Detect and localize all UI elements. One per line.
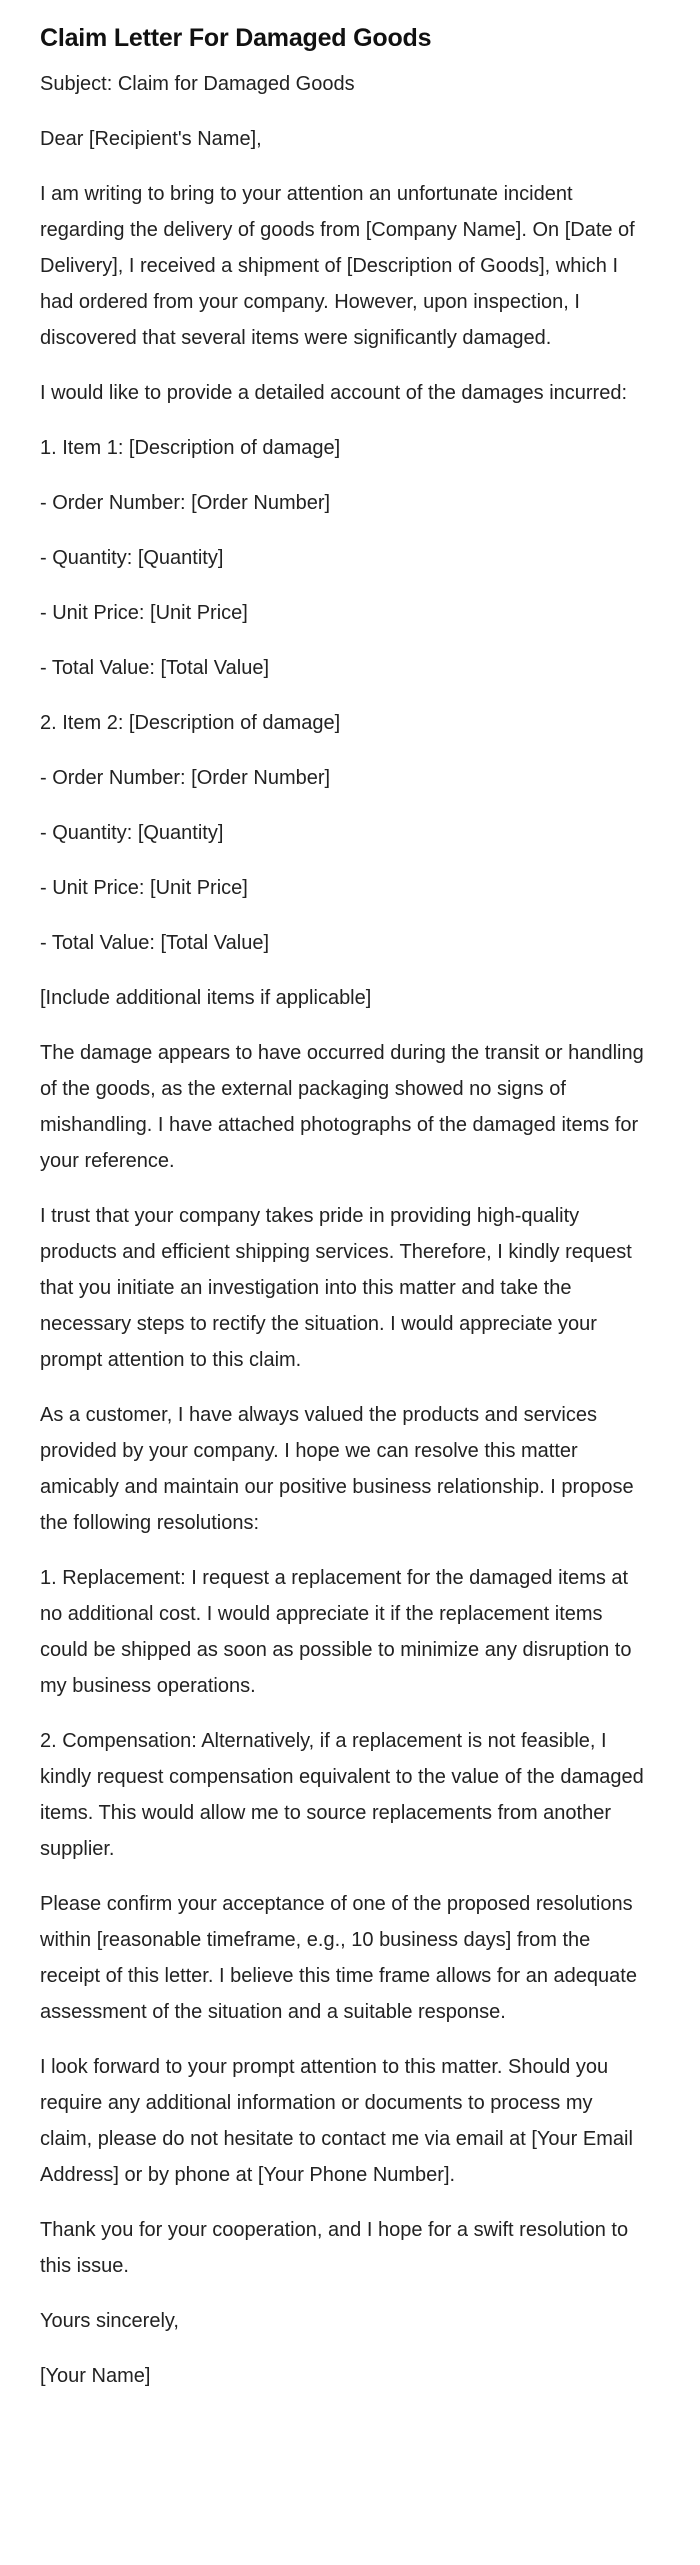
additional-items-note: [Include additional items if applicable] xyxy=(40,987,372,1009)
item-2-order-number: - Order Number: [Order Number] xyxy=(40,767,331,789)
letter-document xyxy=(40,22,650,2413)
resolutions-intro-paragraph: As a customer, I have always valued the products and services provided by your company. I hope we can resolve this matter amicably and maintain our positive business relationship. I propose the following resolutions: xyxy=(40,1404,634,1534)
damages-intro: I would like to provide a detailed account of the damages incurred: xyxy=(40,382,628,404)
damage-cause-paragraph: The damage appears to have occurred during the transit or handling of the goods, as the external packaging showed no signs of mishandling. I have attached photographs of the damaged items for your reference. xyxy=(40,1042,644,1172)
investigation-request-paragraph: I trust that your company takes pride in providing high-quality products and efficient shipping services. Therefore, I kindly request that you initiate an investigation into this matter and take the necessary steps to rectify the situation. I would appreciate your prompt attention to this claim. xyxy=(40,1205,632,1371)
document-title: Claim Letter For Damaged Goods xyxy=(40,24,432,52)
item-1-order-number: - Order Number: [Order Number] xyxy=(40,492,331,514)
subject-line: Subject: Claim for Damaged Goods xyxy=(40,73,355,95)
signature-name: [Your Name] xyxy=(40,2365,151,2387)
intro-paragraph: I am writing to bring to your attention an unfortunate incident regarding the delivery of goods from [Company Name]. On [Date of Delivery], I received a shipment of [Description of Goods], which I had ordered from your company. However, upon inspection, I discovered that several items were significantly damaged. xyxy=(40,183,635,349)
item-2-total-value: - Total Value: [Total Value] xyxy=(40,932,270,954)
item-1-quantity: - Quantity: [Quantity] xyxy=(40,547,224,569)
item-2-heading: 2. Item 2: [Description of damage] xyxy=(40,712,341,734)
item-2-unit-price: - Unit Price: [Unit Price] xyxy=(40,877,248,899)
resolution-replacement: 1. Replacement: I request a replacement for the damaged items at no additional cost. I would appreciate it if the replacement items could be shipped as soon as possible to minimize any disruption to my business operations. xyxy=(40,1567,632,1697)
salutation: Dear [Recipient's Name], xyxy=(40,128,262,150)
item-1-heading: 1. Item 1: [Description of damage] xyxy=(40,437,341,459)
contact-paragraph: I look forward to your prompt attention to this matter. Should you require any additional information or documents to process my claim, please do not hesitate to contact me via email at [Your Email Address] or by phone at [Your Phone Number]. xyxy=(40,2056,633,2186)
resolution-compensation: 2. Compensation: Alternatively, if a replacement is not feasible, I kindly request compensation equivalent to the value of the damaged items. This would allow me to source replacements from another supplier. xyxy=(40,1730,644,1860)
confirmation-request-paragraph: Please confirm your acceptance of one of the proposed resolutions within [reasonable timeframe, e.g., 10 business days] from the receipt of this letter. I believe this time frame allows for an adequate assessment of the situation and a suitable response. xyxy=(40,1893,637,2023)
item-1-unit-price: - Unit Price: [Unit Price] xyxy=(40,602,248,624)
item-2-quantity: - Quantity: [Quantity] xyxy=(40,822,224,844)
item-1-total-value: - Total Value: [Total Value] xyxy=(40,657,270,679)
thanks-paragraph: Thank you for your cooperation, and I hope for a swift resolution to this issue. xyxy=(40,2219,629,2277)
closing: Yours sincerely, xyxy=(40,2310,179,2332)
